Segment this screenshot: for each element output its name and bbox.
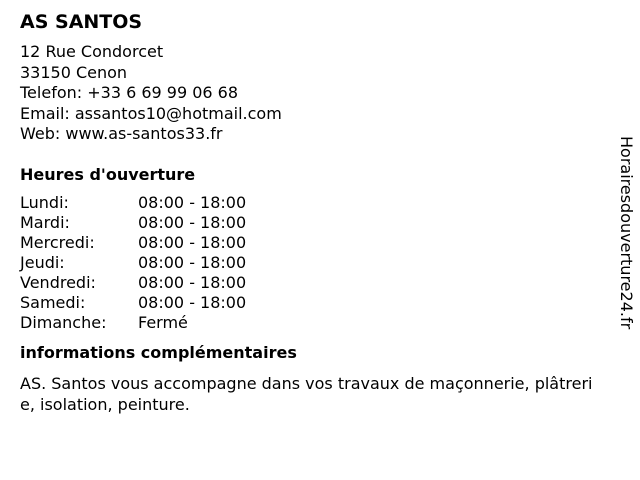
hours-row-thursday [20,253,600,273]
opening-hours-heading: Heures d'ouverture [20,164,196,184]
hours-time: 08:00 - 18:00 [138,192,247,212]
hours-time: Fermé [138,312,188,332]
hours-time: 08:00 - 18:00 [138,252,247,272]
hours-time: 08:00 - 18:00 [138,212,247,232]
business-name: AS SANTOS [20,11,143,33]
hours-row-monday [20,193,600,213]
email-text: Email: assantos10@hotmail.com [20,103,282,123]
hours-day: Mardi: [20,212,70,232]
hours-day: Samedi: [20,292,86,312]
hours-row-friday [20,273,600,293]
hours-row-saturday [20,293,600,313]
hours-time: 08:00 - 18:00 [138,232,247,252]
hours-day: Dimanche: [20,312,107,332]
hours-day: Jeudi: [20,252,65,272]
hours-row-wednesday [20,233,600,253]
additional-info-text: AS. Santos vous accompagne dans vos travaux de maçonnerie, plâtrerie, isolation, peinture. [20,373,593,414]
hours-row-tuesday [20,213,600,233]
hours-time: 08:00 - 18:00 [138,272,247,292]
hours-time: 08:00 - 18:00 [138,292,247,312]
phone-text: Telefon: +33 6 69 99 06 68 [20,83,239,102]
address-street: 12 Rue Condorcet [20,42,164,61]
hours-day: Mercredi: [20,232,95,252]
opening-hours-table [20,193,600,333]
business-card [20,10,600,415]
hours-row-sunday [20,313,600,333]
website-text: Web: www.as-santos33.fr [20,124,223,143]
additional-info-heading: informations complémentaires [20,342,297,362]
address-city: 33150 Cenon [20,62,128,82]
hours-day: Vendredi: [20,272,96,292]
hours-day: Lundi: [20,192,69,212]
site-watermark: Horairesdouverture24.fr [617,136,636,330]
